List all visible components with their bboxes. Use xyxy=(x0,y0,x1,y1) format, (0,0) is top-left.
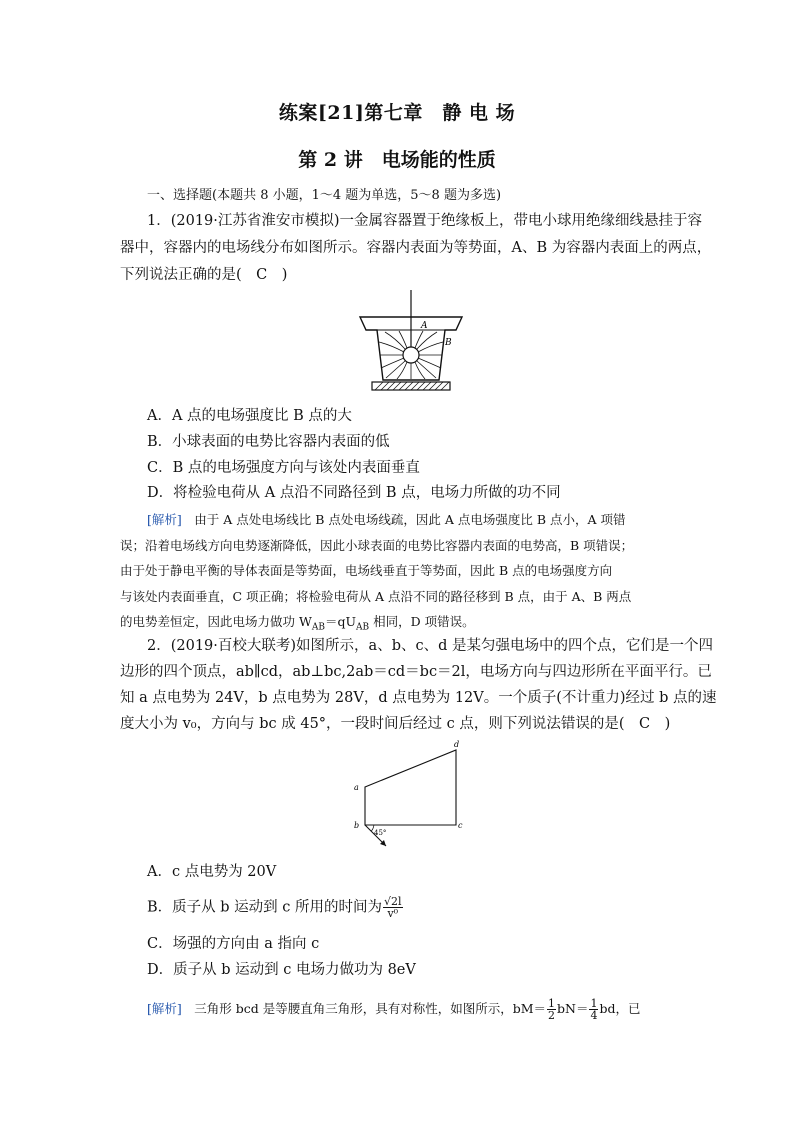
q1-sub-ab1: AB xyxy=(311,622,325,633)
insulating-board xyxy=(372,382,450,390)
q1-analysis-end: 相同，D 项错误。 xyxy=(369,614,475,629)
q2-analysis-line1 xyxy=(147,998,641,1021)
q2-analysis-end: bd，已 xyxy=(599,1001,641,1016)
q1-analysis-text1: 由于 A 点处电场线比 B 点处电场线疏，因此 A 点电场强度比 B 点小，A 项错 xyxy=(181,512,626,527)
q2-option-a: A．c 点电势为 20V xyxy=(147,864,277,880)
q2-angle-label: 45° xyxy=(374,829,387,837)
q1-stem-line3: 下列说法正确的是( C ) xyxy=(120,267,288,283)
q1-analysis-line2: 误；沿着电场线方向电势逐渐降低，因此小球表面的电势比容器内表面的电势高，B 项错误； xyxy=(120,538,634,553)
q1-option-a: A．A 点的电场强度比 B 点的大 xyxy=(147,408,352,424)
q2-stem-line3: 知 a 点电势为 24V，b 点电势为 28V，d 点电势为 12V。一个质子(不计重力)经过 b 点的速 xyxy=(120,690,717,706)
q2-option-c: C．场强的方向由 a 指向 c xyxy=(147,936,320,952)
q2-analysis-text: 三角形 bcd 是等腰直角三角形，具有对称性，如图所示，bM＝ xyxy=(181,1001,547,1016)
q1-option-d: D．将检验电荷从 A 点沿不同路径到 B 点，电场力所做的功不同 xyxy=(147,485,561,501)
q2-label-b: b xyxy=(354,821,360,830)
q1-sub-ab2: AB xyxy=(356,622,370,633)
q2-label-c: c xyxy=(458,821,463,830)
q1-stem-line2: 器中，容器内的电场线分布如图所示。容器内表面为等势面，A、B 为容器内表面上的两点， xyxy=(120,240,712,256)
q1-option-c: C．B 点的电场强度方向与该处内表面垂直 xyxy=(147,460,420,476)
q1-option-b: B．小球表面的电势比容器内表面的低 xyxy=(147,434,390,450)
charged-ball xyxy=(403,347,419,363)
q2-frac-den: v⁰ xyxy=(387,907,399,920)
q1-analysis-line1 xyxy=(147,510,625,530)
q1-analysis-work: 的电势差恒定，因此电场力做功 W xyxy=(120,614,312,629)
q2-analysis-mid: bN＝ xyxy=(557,1001,589,1016)
q2-option-b-text: B．质子从 b 运动到 c 所用的时间为 xyxy=(147,899,382,916)
q2-fraction-quarter: $\frac{1}{4}$ xyxy=(590,997,598,1022)
q2-option-d: D．质子从 b 运动到 c 电场力做功为 8eV xyxy=(147,962,416,978)
q1-stem-line1: 1．(2019·江苏省淮安市模拟)一金属容器置于绝缘板上，带电小球用绝缘细线悬挂于容 xyxy=(147,213,703,229)
q1-analysis-tag: [解析] xyxy=(147,512,182,527)
q2-label-d: d xyxy=(454,740,460,749)
q1-analysis-line3: 由于处于静电平衡的导体表面是等势面，电场线垂直于等势面，因此 B 点的电场强度方向 xyxy=(120,563,613,578)
q2-stem-line1: 2．(2019·百校大联考)如图所示，a、b、c、d 是某匀强电场中的四个点，它们是一个四 xyxy=(147,638,713,654)
q1-label-b: B xyxy=(445,338,452,348)
q2-fraction-half: $\frac{1}{2}$ xyxy=(548,997,556,1022)
q1-analysis-qu: ＝qU xyxy=(324,614,356,629)
q2-frac-num: √2l xyxy=(384,895,402,908)
q1-label-a: A xyxy=(421,321,428,331)
lecture-subtitle: 第 2 讲 电场能的性质 xyxy=(298,149,496,171)
q2-figure-quadrilateral xyxy=(350,738,470,858)
page-title: 练案[21]第七章 静 电 场 xyxy=(278,102,516,124)
q2-stem-line2: 边形的四个顶点，ab∥cd，ab⊥bc,2ab＝cd＝bc＝2l，电场方向与四边形所在平面平行。已 xyxy=(120,664,712,680)
q2-option-b xyxy=(147,896,404,919)
q2-stem-line4: 度大小为 v₀，方向与 bc 成 45°，一段时间后经过 c 点，则下列说法错误的是( C ) xyxy=(120,716,671,732)
section-header: 一、选择题(本题共 8 小题，1～4 题为单选，5～8 题为多选) xyxy=(147,188,502,203)
q1-figure-container xyxy=(355,290,467,402)
quadrilateral-abcd xyxy=(365,750,456,825)
q2-analysis-tag: [解析] xyxy=(147,1001,182,1016)
q2-label-a: a xyxy=(354,783,359,792)
q2-option-b-fraction xyxy=(383,896,403,919)
q1-analysis-line5 xyxy=(120,612,475,638)
q1-analysis-line4: 与该处内表面垂直，C 项正确；将检验电荷从 A 点沿不同的路径移到 B 点，由于 A、B 两点 xyxy=(120,589,632,604)
